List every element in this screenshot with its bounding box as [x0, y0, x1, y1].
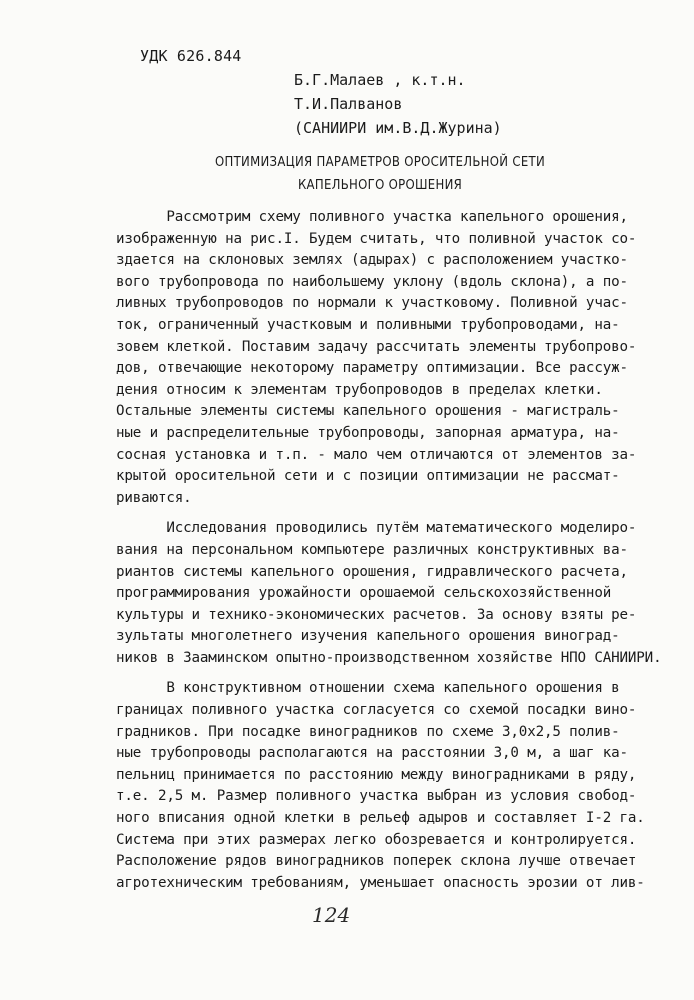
- paragraph-gap: [116, 509, 682, 518]
- text-line: Остальные элементы системы капельного орошения - магистраль-: [116, 403, 620, 420]
- title-line: КАПЕЛЬНОГО ОРОШЕНИЯ: [297, 178, 463, 193]
- text-line: Расположение рядов виноградников поперек склона лучше отвечает: [116, 853, 637, 870]
- text-line: риваются.: [116, 489, 192, 506]
- paragraph: [116, 207, 682, 509]
- text-line: Исследования проводились путём математического моделиро-: [116, 520, 637, 537]
- text-line: Рассмотрим схему поливного участка капельного орошения,: [116, 209, 628, 225]
- udc-code: УДК 626.844: [140, 47, 242, 65]
- text-line: здается на склоновых землях (адырах) с расположением участко-: [116, 252, 628, 269]
- text-line: пельниц принимается по расстоянию между виноградниками в ряду,: [116, 766, 637, 783]
- article-body: [116, 207, 682, 894]
- text-line: ток, ограниченный участковым и поливными трубопроводами, на-: [116, 316, 620, 333]
- text-line: ные и распределительные трубопроводы, запорная арматура, на-: [116, 424, 620, 441]
- text-line: сосная установка и т.п. - мало чем отличаются от элементов за-: [116, 446, 637, 463]
- text-line: риантов системы капельного орошения, гидравлического расчета,: [116, 563, 628, 580]
- text-line: ного вписания одной клетки в рельеф адыров и составляет I-2 га.: [116, 810, 645, 827]
- author-line: Т.И.Палванов: [294, 95, 403, 113]
- text-line: зультаты многолетнего изучения капельного орошения виноград-: [116, 628, 620, 645]
- text-line: зовем клеткой. Поставим задачу рассчитать элементы трубопрово-: [116, 338, 637, 355]
- text-line: границах поливного участка согласуется со схемой посадки вино-: [116, 702, 637, 719]
- author-line: Б.Г.Малаев , к.т.н.: [294, 71, 466, 89]
- text-line: дения относим к элементам трубопроводов в пределах клетки.: [116, 381, 603, 398]
- text-line: изображенную на рис.I. Будем считать, что поливной участок со-: [116, 230, 637, 247]
- text-line: агротехническим требованиям, уменьшает опасность эрозии от лив-: [116, 874, 645, 891]
- authors-block: [294, 68, 502, 140]
- text-line: В конструктивном отношении схема капельного орошения в: [116, 680, 620, 697]
- article-title: [120, 151, 640, 197]
- paragraph: [116, 518, 682, 669]
- page-number: 124: [312, 903, 351, 927]
- text-line: ников в Зааминском опытно-производственном хозяйстве НПО САНИИРИ.: [116, 649, 662, 666]
- text-line: ливных трубопроводов по нормали к участковому. Поливной учас-: [116, 295, 628, 312]
- affiliation-line: (САНИИРИ им.В.Д.Журина): [294, 119, 502, 137]
- text-line: вания на персональном компьютере различных конструктивных ва-: [116, 541, 628, 558]
- title-line: ОПТИМИЗАЦИЯ ПАРАМЕТРОВ ОРОСИТЕЛЬНОЙ СЕТИ: [215, 155, 545, 170]
- text-line: ные трубопроводы располагаются на расстоянии 3,0 м, а шаг ка-: [116, 745, 628, 762]
- text-line: вого трубопровода по наибольшему уклону (вдоль склона), а по-: [116, 273, 628, 290]
- text-line: Система при этих размерах легко обозревается и контролируется.: [116, 831, 637, 848]
- paragraph: [116, 678, 682, 894]
- text-line: культуры и технико-экономических расчетов. За основу взяты ре-: [116, 606, 637, 623]
- text-line: дов, отвечающие некоторому параметру оптимизации. Все рассуж-: [116, 360, 628, 377]
- text-line: программирования урожайности орошаемой сельскохозяйственной: [116, 585, 612, 602]
- text-line: крытой оросительной сети и с позиции оптимизации не рассмат-: [116, 468, 620, 485]
- text-line: т.е. 2,5 м. Размер поливного участка выбран из условия свобод-: [116, 788, 637, 805]
- text-line: градников. При посадке виноградников по схеме 3,0х2,5 полив-: [116, 723, 620, 740]
- paragraph-gap: [116, 669, 682, 678]
